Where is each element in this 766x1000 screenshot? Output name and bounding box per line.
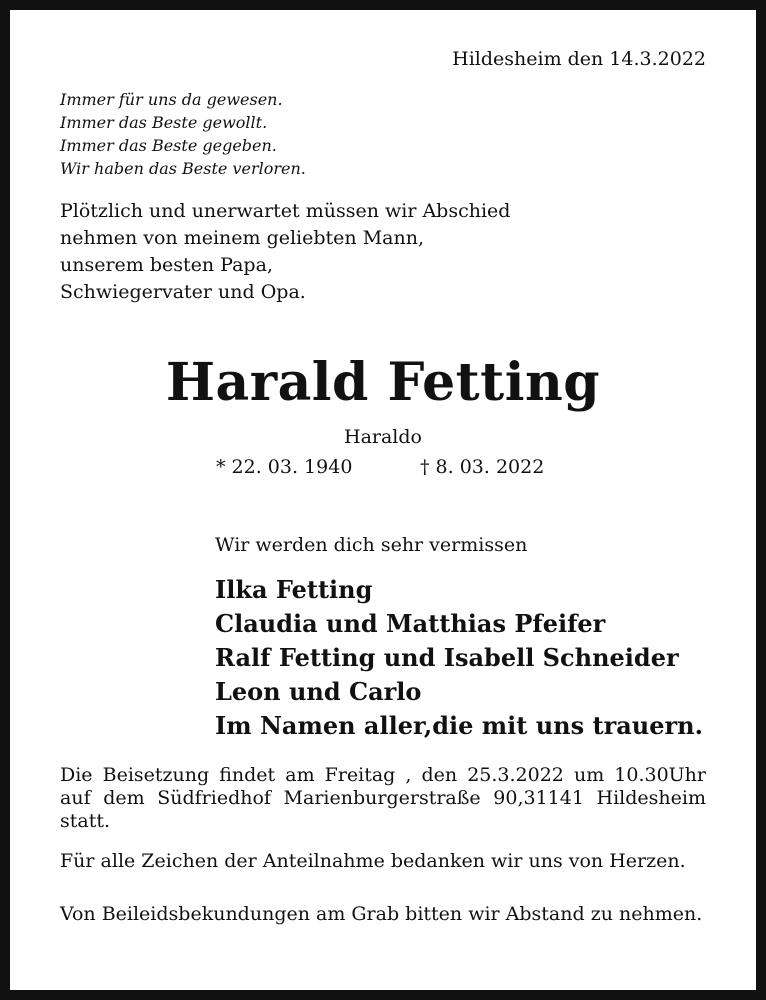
- mourner-name: Ilka Fetting: [215, 575, 373, 604]
- deceased-name: Harald Fetting: [165, 352, 601, 413]
- place-date: Hildesheim den 14.3.2022: [452, 48, 706, 70]
- mourner-name: Im Namen aller,die mit uns trauern.: [215, 711, 703, 740]
- mourner-name: Ralf Fetting und Isabell Schneider: [215, 643, 679, 672]
- memorial-verse: [60, 88, 306, 180]
- mourners-list: [215, 573, 703, 743]
- announcement-line: Plötzlich und unerwartet müssen wir Abschied: [60, 200, 511, 222]
- deceased-nickname: Haraldo: [344, 426, 422, 448]
- announcement-line: Schwiegervater und Opa.: [60, 281, 306, 303]
- announcement-line: unserem besten Papa,: [60, 254, 273, 276]
- mourner-name: Leon und Carlo: [215, 677, 422, 706]
- verse-line: Wir haben das Beste verloren.: [60, 159, 306, 178]
- death-date: † 8. 03. 2022: [420, 456, 545, 478]
- mourners-intro: Wir werden dich sehr vermissen: [215, 534, 528, 556]
- announcement-line: nehmen von meinem geliebten Mann,: [60, 227, 424, 249]
- verse-line: Immer für uns da gewesen.: [60, 90, 283, 109]
- announcement-text: [60, 198, 510, 306]
- mourner-name: Claudia und Matthias Pfeifer: [215, 609, 606, 638]
- verse-line: Immer das Beste gegeben.: [60, 136, 277, 155]
- condolences-notice: Von Beileidsbekundungen am Grab bitten wir Abstand zu nehmen.: [60, 903, 703, 925]
- birth-date: * 22. 03. 1940: [216, 456, 353, 478]
- thanks-notice: Für alle Zeichen der Anteilnahme bedanken wir uns von Herzen.: [60, 850, 686, 872]
- funeral-notice: Die Beisetzung findet am Freitag , den 25.3.2022 um 10.30Uhr auf dem Südfriedhof Marienburgerstraße 90,31141 Hildesheim statt.: [60, 764, 706, 832]
- verse-line: Immer das Beste gewollt.: [60, 113, 268, 132]
